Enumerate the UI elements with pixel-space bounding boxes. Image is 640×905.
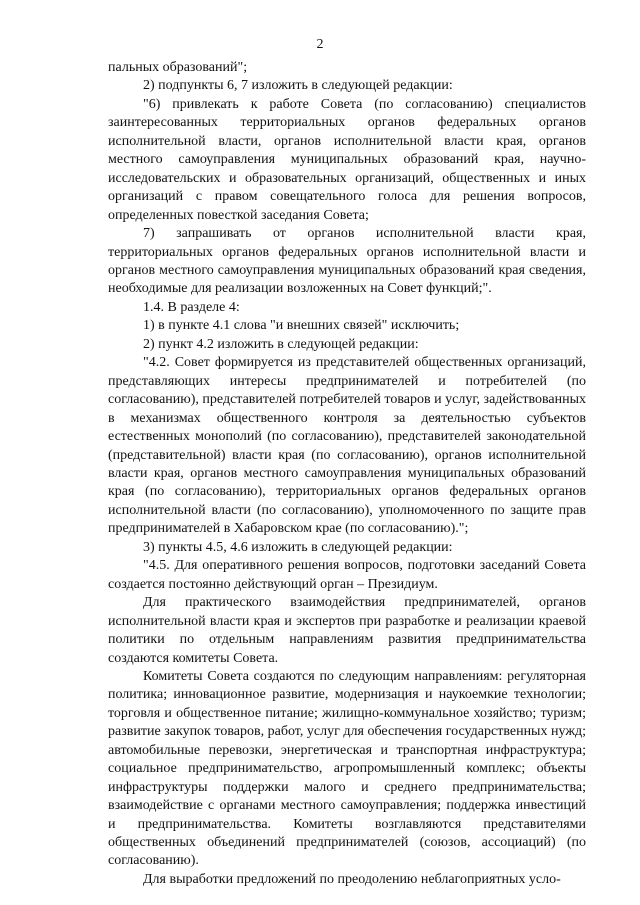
paragraph-8: "4.2. Совет формируется из представителей общественных организаций, представляющих интересы предпринимателей и потребителей (по согласованию), представителей потребителей товаров и услуг, задействованных в механизмах общественного контроля за деятельностью субъектов естественных монополий (по согласованию), представителей законодательной (представительной) власти края (по согласованию), органов исполнительной власти края, органов местного самоуправления муниципальных образований края (по согласованию), территориальных органов федеральных органов исполнительной власти (по согласованию), уполномоченного по защите прав предпринимателей в Хабаровском крае (по согласованию).";	[108, 355, 586, 537]
paragraph-6: 1) в пункте 4.1 слова "и внешних связей" исключить;	[143, 318, 460, 334]
paragraph-1: пальных образований";	[108, 60, 248, 75]
paragraph-10: "4.5. Для оперативного решения вопросов, подготовки заседаний Совета создается постоянно действующий орган – Президиум.	[108, 558, 586, 592]
paragraph-13: Для выработки предложений по преодолению неблагоприятных усло-	[143, 871, 561, 887]
paragraph-5: 1.4. В разделе 4:	[143, 299, 240, 315]
paragraph-11: Для практического взаимодействия предпринимателей, органов исполнительной власти края и экспертов при разработке и реализации краевой политики по отдельным направлениям развития предпринимательства создаются комитеты Совета.	[108, 595, 586, 666]
paragraph-2: 2) подпункты 6, 7 изложить в следующей редакции:	[143, 78, 453, 94]
paragraph-7: 2) пункт 4.2 изложить в следующей редакции:	[143, 336, 419, 352]
paragraph-12: Комитеты Совета создаются по следующим направлениям: регуляторная политика; инновационное развитие, модернизация и наукоемкие технологии; торговля и общественное питание; жилищно-коммунальное хозяйство; туризм; развитие закупок товаров, работ, услуг для обеспечения государственных нужд; автомобильные перевозки, энергетическая и транспортная инфраструктура; социальное предпринимательство, агропромышленный комплекс; объекты инфраструктуры поддержки малого и среднего предпринимательства; взаимодействие с органами местного самоуправления; поддержка инвестиций и предпринимательства. Комитеты возглавляются представителями общественных объединений предпринимателей (союзов, ассоциаций) (по согласованию).	[108, 668, 586, 869]
document-body	[108, 59, 586, 889]
paragraph-3: "6) привлекать к работе Совета (по согласованию) специалистов заинтересованных территориальных органов федеральных органов исполнительной власти, органов исполнительной власти края, органов местного самоуправления муниципальных образований края, научно-исследовательских и образовательных организаций, общественных и иных организаций с правом совещательного голоса для решения вопросов, определенных повесткой заседания Совета;	[108, 96, 586, 223]
paragraph-4: 7) запрашивать от органов исполнительной власти края, территориальных органов федеральных органов исполнительной власти и органов местного самоуправления муниципальных образований края сведения, необходимые для реализации возложенных на Совет функций;".	[108, 226, 586, 297]
page-number: 2	[316, 37, 324, 52]
paragraph-9: 3) пункты 4.5, 4.6 изложить в следующей редакции:	[143, 539, 453, 555]
